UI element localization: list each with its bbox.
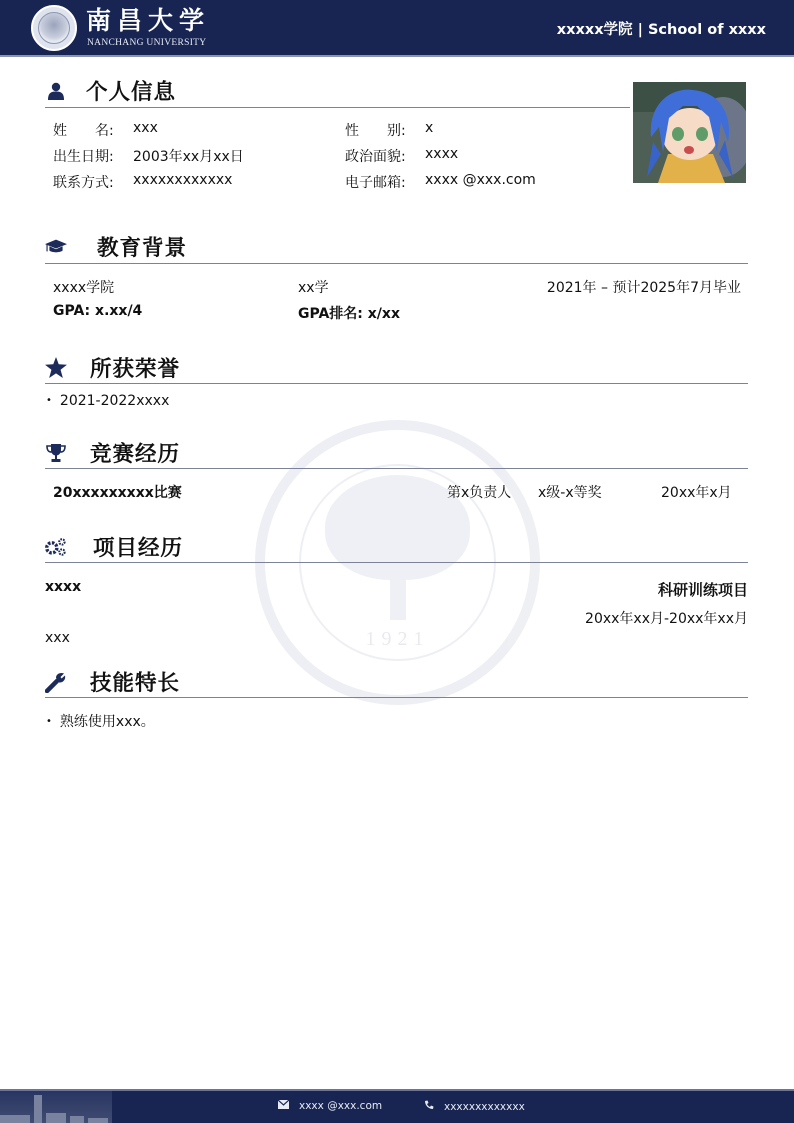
- footer-email: xxxx @xxx.com: [278, 1100, 382, 1112]
- political-status-value: xxxx: [425, 146, 459, 162]
- gears-icon: [45, 536, 67, 558]
- section-projects-heading: [45, 531, 183, 562]
- competition-role: 第x负责人: [447, 485, 512, 501]
- project-period: 20xx年xx月-20xx年xx月: [585, 611, 748, 627]
- education-gpa: GPA: x.xx/4: [53, 303, 143, 319]
- school-name: xxxxx学院 | School of xxxx: [556, 22, 766, 38]
- wrench-icon: [45, 671, 67, 693]
- section-personal-info-heading: [45, 75, 176, 106]
- university-name-cn: 南昌大学: [86, 6, 211, 35]
- honor-list-item: • 2021-2022xxxx: [46, 393, 170, 409]
- section-divider: [45, 383, 748, 384]
- project-type: 科研训练项目: [657, 581, 748, 599]
- section-title: 竞赛经历: [90, 442, 181, 467]
- section-title: 个人信息: [86, 80, 177, 105]
- section-title: 教育背景: [97, 236, 188, 261]
- education-gpa-rank: GPA排名: x/xx: [298, 306, 400, 322]
- birthdate-value: 2003年xx月xx日: [133, 149, 244, 165]
- email-value: xxxx @xxx.com: [425, 172, 536, 188]
- competition-date: 20xx年x月: [661, 485, 732, 501]
- name-label: 姓 名:: [53, 123, 114, 139]
- section-title: 技能特长: [90, 671, 181, 696]
- star-icon: [45, 357, 67, 379]
- section-divider: [45, 468, 748, 469]
- name-value: xxx: [133, 120, 158, 136]
- competition-award: x级-x等奖: [538, 485, 602, 501]
- gender-label: 性 别:: [345, 123, 406, 139]
- contact-label: 联系方式:: [53, 175, 114, 191]
- section-title: 项目经历: [93, 536, 184, 561]
- section-title: 所获荣誉: [90, 357, 181, 382]
- education-period: 2021年 – 预计2025年7月毕业: [546, 280, 741, 296]
- footer-phone: xxxxxxxxxxxxx: [424, 1100, 525, 1113]
- birthdate-label: 出生日期:: [53, 149, 114, 165]
- university-name-en: NANCHANG UNIVERSITY: [87, 38, 207, 48]
- campus-skyline-image: [0, 1091, 112, 1123]
- section-divider: [45, 697, 748, 698]
- education-major: xx学: [298, 280, 329, 296]
- email-label: 电子邮箱:: [345, 175, 406, 191]
- skill-list-item: • 熟练使用xxx。: [46, 714, 155, 730]
- project-description: xxx: [45, 630, 70, 646]
- university-seal-logo: [31, 5, 77, 51]
- envelope-icon: [278, 1100, 289, 1112]
- section-divider: [45, 263, 748, 264]
- project-name: xxxx: [45, 579, 82, 595]
- section-skills-heading: [45, 666, 180, 697]
- section-divider: [45, 107, 630, 108]
- page-footer: [0, 1089, 794, 1123]
- competition-name: 20xxxxxxxxx比赛: [53, 485, 182, 501]
- section-competitions-heading: [45, 437, 180, 468]
- section-honors-heading: [45, 352, 180, 383]
- phone-icon: [424, 1100, 434, 1113]
- education-school: xxxx学院: [53, 280, 115, 296]
- gender-value: x: [425, 120, 434, 136]
- contact-value: xxxxxxxxxxxx: [133, 172, 233, 188]
- section-education-heading: [45, 231, 187, 262]
- university-seal-watermark: 1921: [255, 420, 540, 705]
- page-header: [0, 0, 794, 57]
- trophy-icon: [45, 442, 67, 464]
- political-status-label: 政治面貌:: [345, 149, 406, 165]
- graduation-cap-icon: [45, 236, 67, 258]
- section-divider: [45, 562, 748, 563]
- user-icon: [45, 80, 67, 102]
- profile-photo: [633, 82, 746, 183]
